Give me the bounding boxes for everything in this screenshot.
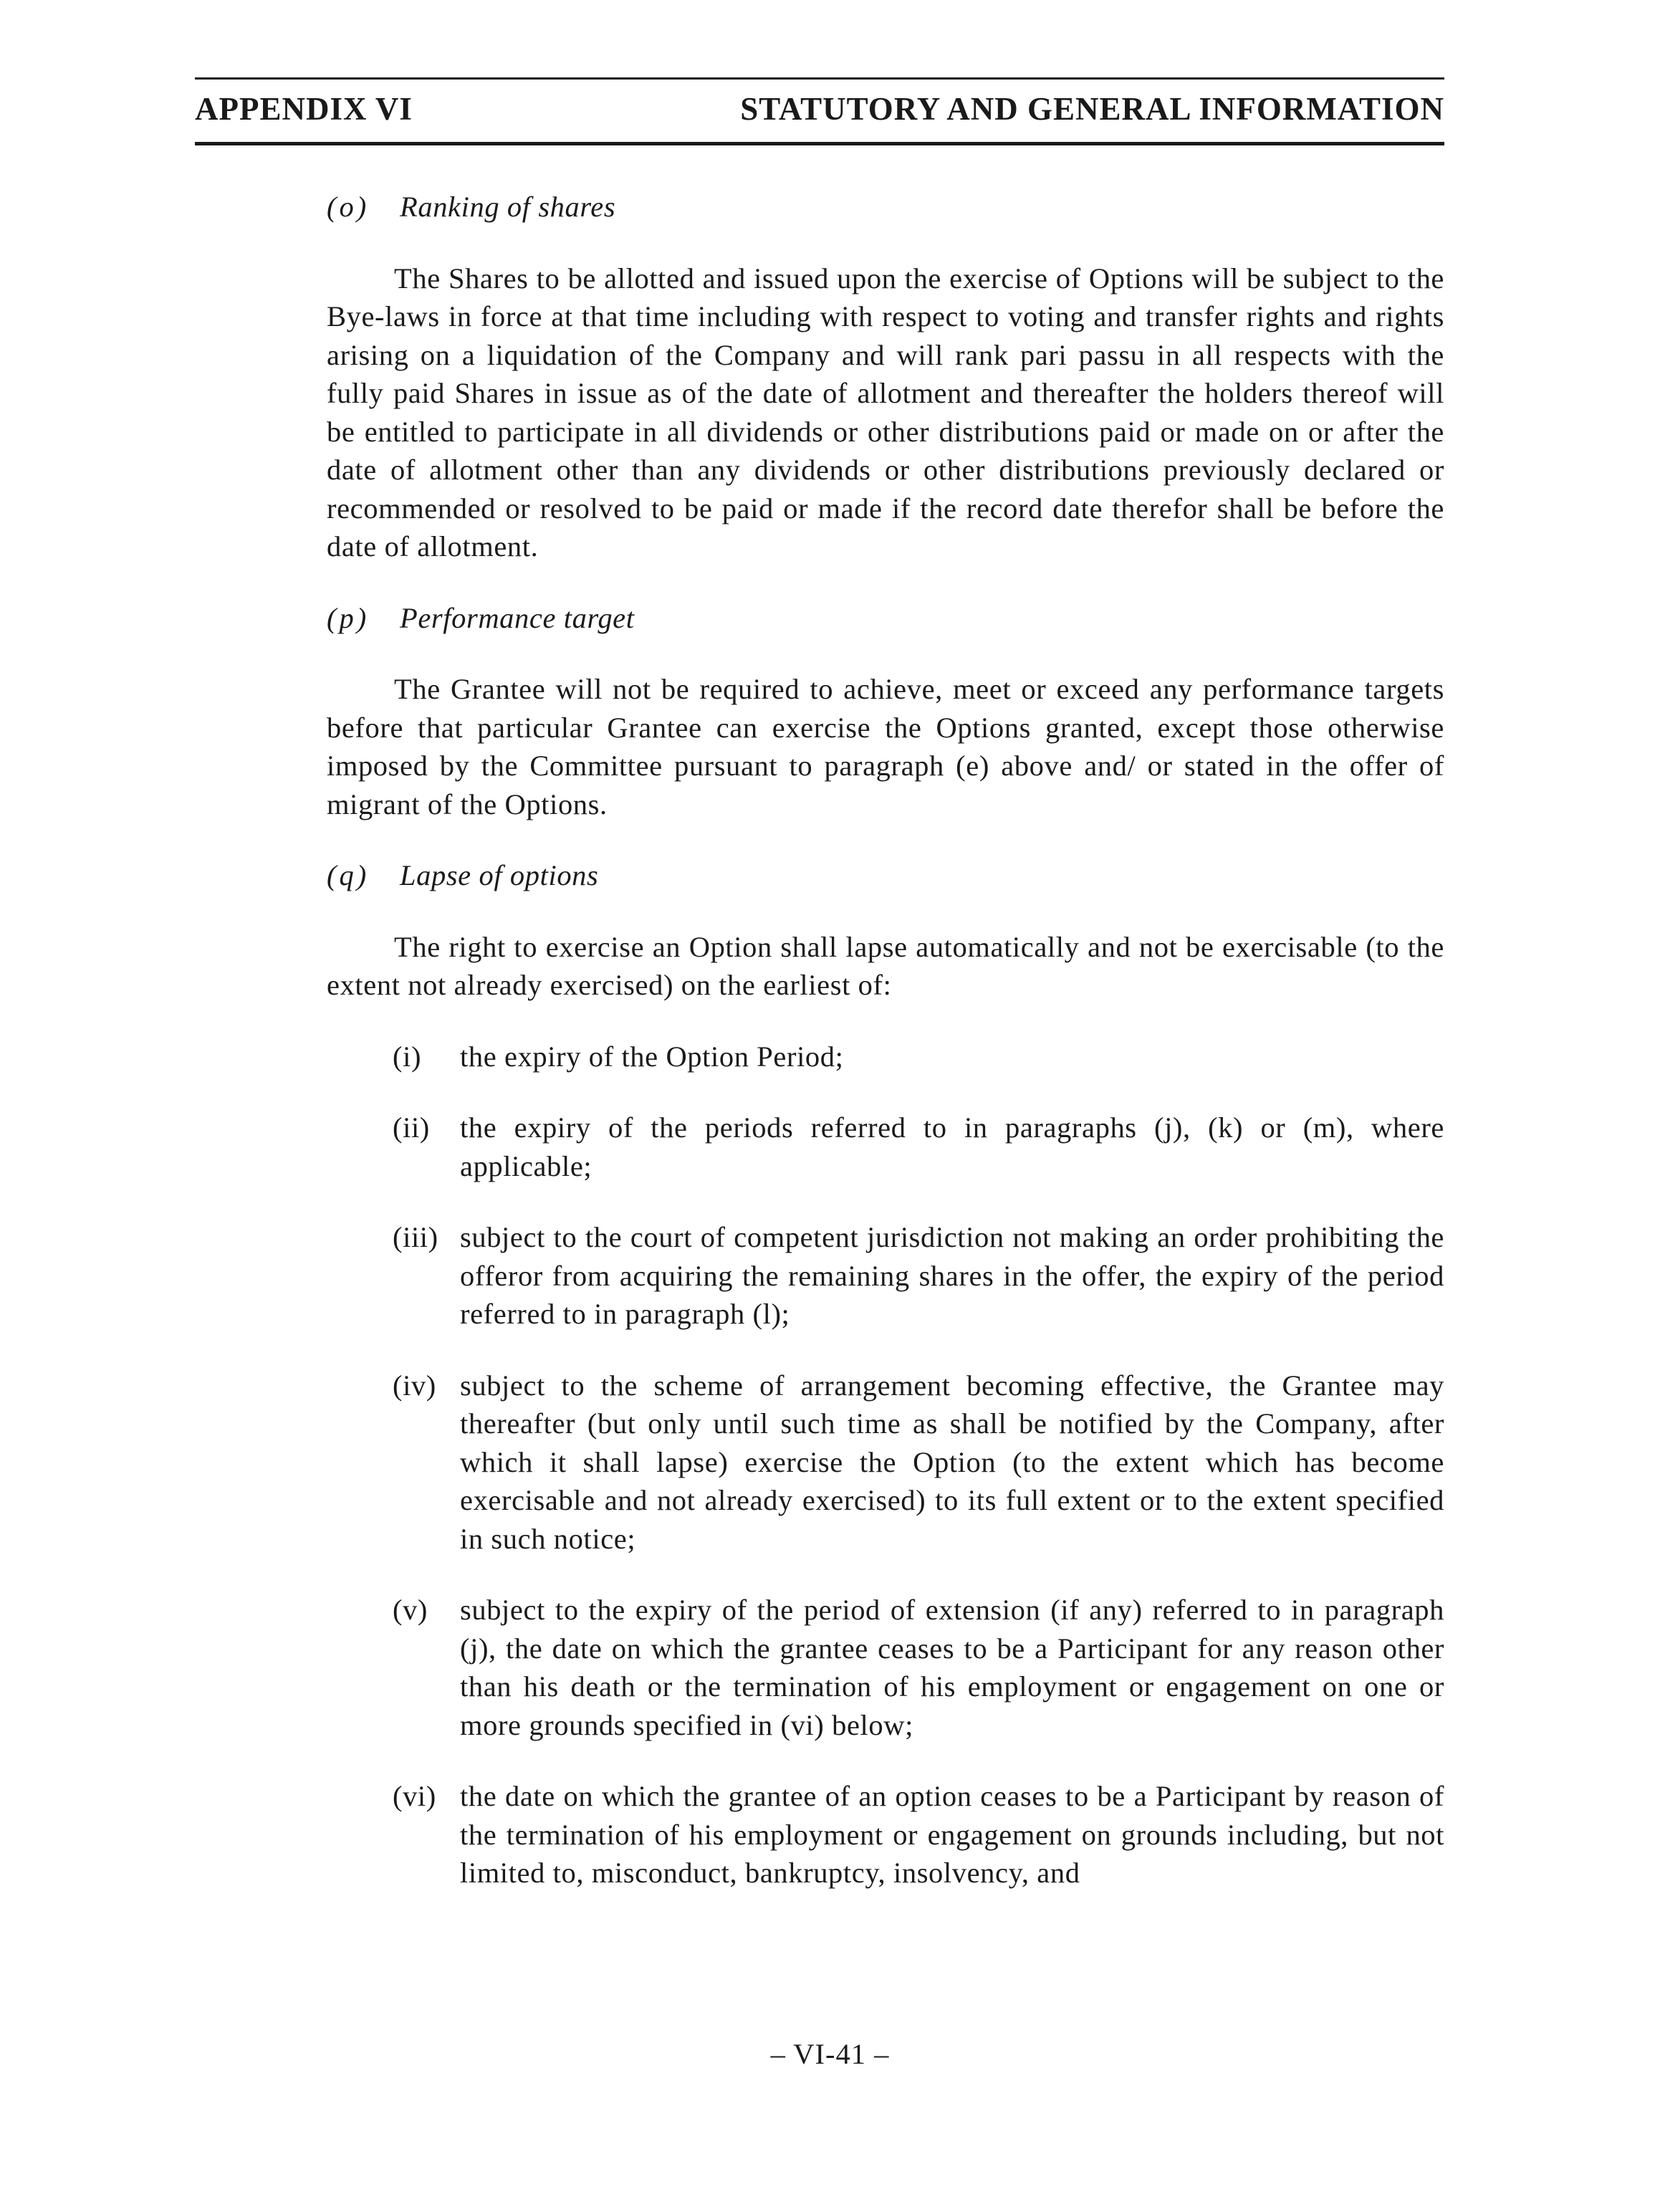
section-heading-performance-target [327,599,1444,638]
list-item-number: (iv) [393,1369,436,1402]
list-item-text: subject to the court of competent jurisdiction not making an order prohibiting the offeror from acquiring the remaining shares in the offer, the expiry of the period referred to in paragraph (l); [460,1221,1444,1330]
section-letter: (p) [327,601,370,634]
list-item [327,1109,1444,1185]
list-item-text: the date on which the grantee of an option ceases to be a Participant by reason of the termination of his employment or engagement on grounds including, but not limited to, misconduct, bankruptcy, insolvency, and [460,1780,1444,1889]
appendix-label: APPENDIX VI [195,91,413,127]
list-item [327,1777,1444,1892]
list-item-number: (v) [393,1594,428,1626]
list-item-text: subject to the expiry of the period of extension (if any) referred to in paragraph (j), the date on which the grantee ceases to be a Participant for any reason other than his death or the termination of his employment or engagement on one or more grounds specified in (vi) below; [460,1594,1444,1741]
header-top-rule [195,77,1444,80]
list-item-number: (ii) [393,1111,430,1144]
list-item-number: (iii) [393,1221,438,1253]
page-header [195,77,1444,146]
paragraph-ranking-of-shares: The Shares to be allotted and issued upon the exercise of Options will be subject to the Bye-laws in force at that time including with respect to voting and transfer rights and rights arising on a liquidation of the Company and will rank pari passu in all respects with the fully paid Shares in issue as of the date of allotment and thereafter the holders thereof will be entitled to participate in all dividends or other distributions paid or made on or after the date of allotment other than any dividends or other distributions previously declared or recommended or resolved to be paid or made if the record date therefor shall be before the date of allotment. [327,262,1444,562]
section-letter: (q) [327,859,370,891]
list-item [327,1366,1444,1559]
list-item [327,1038,1444,1076]
section-title-text: Ranking of shares [400,191,616,223]
page-number: – VI-41 – [770,2038,890,2070]
list-item [327,1218,1444,1334]
section-title-text: Performance target [400,601,635,634]
lapse-conditions-list [327,1038,1444,1892]
section-title-text: Lapse of options [400,859,599,891]
paragraph-performance-target: The Grantee will not be required to achieve, meet or exceed any performance targets before that particular Grantee can exercise the Options granted, except those otherwise imposed by the Committee pursuant to paragraph (e) above and/ or stated in the offer of migrant of the Options. [327,673,1444,820]
header-bottom-rule [195,142,1444,145]
section-heading-lapse-of-options [327,856,1444,895]
list-item-text: the expiry of the periods referred to in paragraphs (j), (k) or (m), where applicable; [460,1111,1444,1182]
list-item-number: (i) [393,1040,422,1073]
list-item-number: (vi) [393,1780,436,1812]
paragraph-lapse-of-options: The right to exercise an Option shall lapse automatically and not be exercisable (to the extent not already exercised) on the earliest of: [327,930,1444,1001]
section-letter: (o) [327,191,370,223]
page-content [327,188,1444,1925]
list-item [327,1591,1444,1744]
section-heading-ranking-of-shares [327,188,1444,226]
list-item-text: subject to the scheme of arrangement becoming effective, the Grantee may thereafter (but only until such time as shall be notified by the Company, after which it shall lapse) exercise the Option (to the extent which has become exercisable and not already exercised) to its full extent or to the extent specified in such notice; [460,1369,1444,1555]
section-title: STATUTORY AND GENERAL INFORMATION [740,91,1444,127]
list-item-text: the expiry of the Option Period; [460,1040,844,1073]
